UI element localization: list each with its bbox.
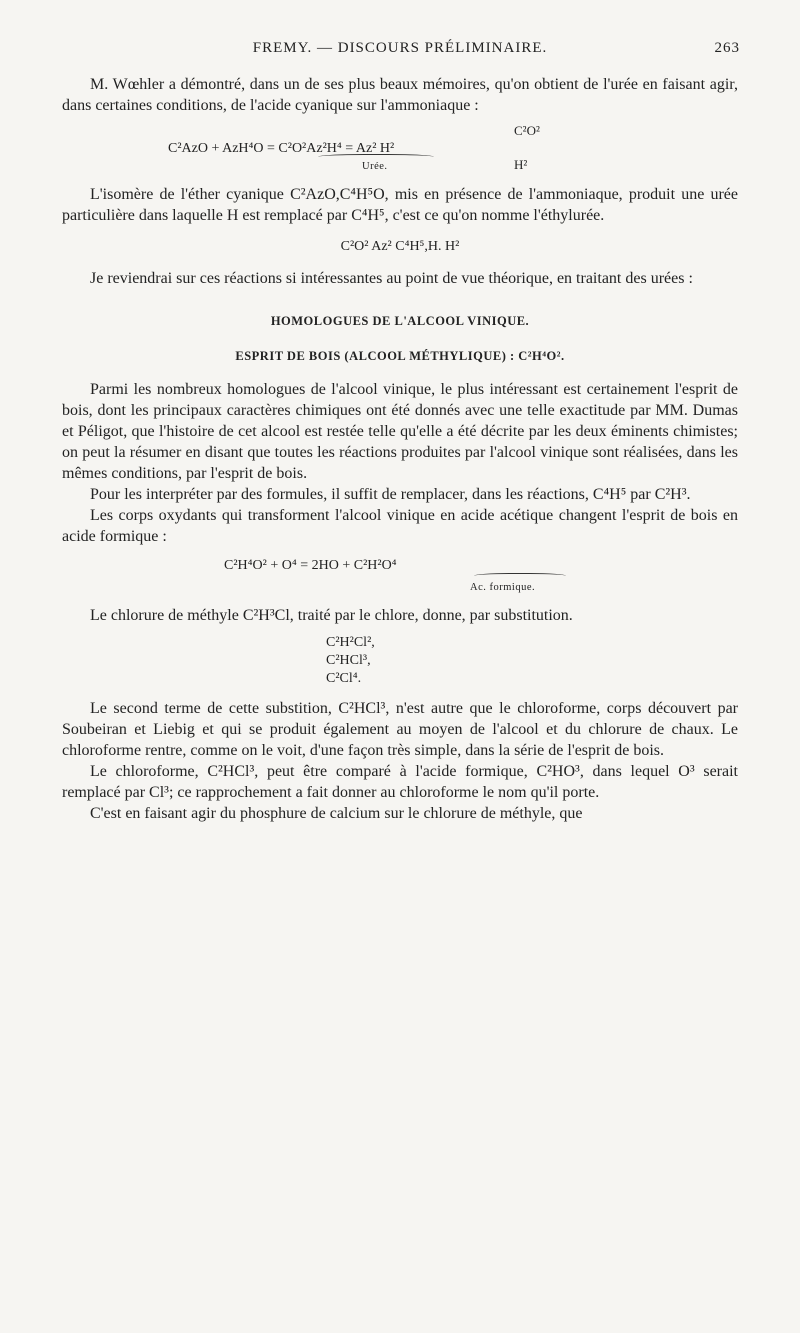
section-heading: HOMOLOGUES DE L'ALCOOL VINIQUE. bbox=[270, 314, 530, 328]
formula-formique bbox=[62, 553, 738, 601]
formula-formique-caption: Ac. formique. bbox=[470, 582, 536, 593]
paragraph-phosphure: C'est en faisant agir du phosphure de calcium sur le chlorure de méthyle, que bbox=[90, 805, 583, 822]
formula-uree-h2: H² bbox=[514, 157, 528, 172]
formula-uree bbox=[62, 120, 738, 176]
paragraph-interpreter: Pour les interpréter par des formules, il suffit de remplacer, dans les réactions, C⁴H⁵ par C²H³. bbox=[90, 486, 691, 503]
running-title: FREMY. — DISCOURS PRÉLIMINAIRE. bbox=[252, 40, 548, 56]
formula-substitution-line3: C²Cl⁴. bbox=[326, 671, 362, 686]
paragraph-chlorure: Le chlorure de méthyle C²H³Cl, traité par le chlore, donne, par substitution. bbox=[90, 607, 573, 624]
paragraph-wohler: M. Wœhler a démontré, dans un de ses plus beaux mémoires, qu'on obtient de l'urée en faisant agir, dans certaines conditions, de l'acide cyanique sur l'ammoniaque : bbox=[62, 76, 738, 114]
paragraph-chloroforme: Le chloroforme, C²HCl³, peut être comparé à l'acide formique, C²HO³, dans lequel O³ serait remplacé par Cl³; ce rapprochement a fait donner au chloroforme le nom qu'il porte. bbox=[62, 763, 738, 801]
paragraph-oxydants: Les corps oxydants qui transforment l'alcool vinique en acide acétique changent l'esprit de bois en acide formique : bbox=[62, 507, 738, 545]
paragraph-isomere: L'isomère de l'éther cyanique C²AzO,C⁴H⁵O, mis en présence de l'ammoniaque, produit une urée particulière dans laquelle H est remplacé par C⁴H⁵, c'est ce qu'on nomme l'éthylurée. bbox=[62, 186, 738, 224]
page-body bbox=[62, 74, 738, 824]
formula-uree-main: C²AzO + AzH⁴O = C²O²Az²H⁴ = Az² H² bbox=[168, 141, 395, 156]
paragraph-homologues: Parmi les nombreux homologues de l'alcool vinique, le plus intéressant est certainement l'esprit de bois, dont les principaux caractères chimiques ont été donnés avec une telle exactitude par MM. Dumas et Péligot, que l'histoire de cet alcool est restée telle qu'elle a été décrite par les deux éminents chimistes; on peut la résumer en disant que toutes les réactions produites par l'alcool vinique sont réalisées, dans les mêmes conditions, par l'esprit de bois. bbox=[62, 381, 738, 482]
paragraph-second-terme: Le second terme de cette substition, C²HCl³, n'est autre que le chloroforme, corps découvert par Soubeiran et Liebig et qui se produit également au moyen de l'alcool et du chlorure de chaux. Le chloroforme rentre, comme on le voit, d'une façon très simple, dans la série de l'esprit de bois. bbox=[62, 700, 738, 759]
section-subheading: ESPRIT DE BOIS (ALCOOL MÉTHYLIQUE) : C²H⁴O². bbox=[235, 349, 565, 363]
paragraph-reviendrai: Je reviendrai sur ces réactions si intéressantes au point de vue théorique, en traitant des urées : bbox=[90, 270, 693, 287]
formula-ethyluree-line3: H² bbox=[445, 239, 460, 254]
running-header bbox=[0, 40, 800, 68]
formula-ethyluree-line1: C²O² bbox=[340, 239, 369, 254]
formula-substitution-line1: C²H²Cl², bbox=[326, 635, 375, 650]
page-number: 263 bbox=[714, 40, 740, 56]
formula-uree-top: C²O² bbox=[514, 123, 540, 138]
formula-substitution bbox=[326, 634, 738, 688]
formula-uree-caption: Urée. bbox=[362, 161, 388, 172]
formula-substitution-line2: C²HCl³, bbox=[326, 653, 371, 668]
formula-formique-main: C²H⁴O² + O⁴ = 2HO + C²H²O⁴ bbox=[224, 558, 397, 573]
formula-ethyluree-line2: Az² C⁴H⁵,H. bbox=[371, 239, 442, 254]
formula-ethyluree bbox=[62, 238, 738, 256]
